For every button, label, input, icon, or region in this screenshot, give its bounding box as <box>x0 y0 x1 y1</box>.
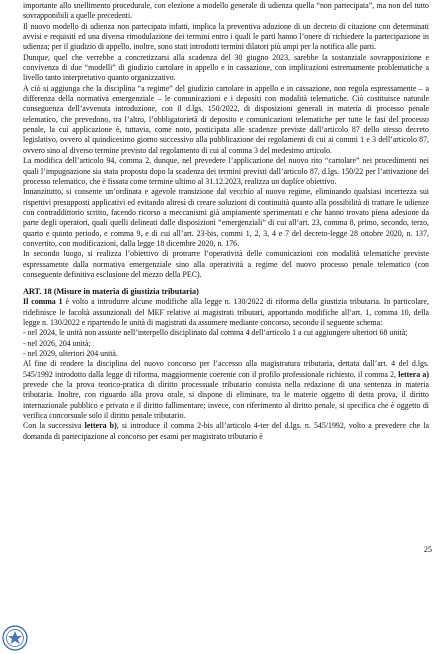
art18-p3-text-b: , si introduce il comma 2-bis all’articolo 4-ter del d.lgs. n. 545/1992, volto a prevedere che la domanda di partecipazione al concorso per esami per magistrato tributario è <box>23 421 430 441</box>
paragraph-5: La modifica dell’articolo 94, comma 2, dunque, nel prevedere l’applicazione del nuovo rito “cartolare” nei procedimenti nei quali l’impugnazione sia stata proposta dopo la scadenza dei termini previsti dall’articolo 87, d.lgs. 150/22 per l’attivazione del processo telematico, che è fissata come termine ultimo al 31.12.2023, realizza un duplice obiettivo. <box>23 156 429 186</box>
art18-p2-text-b: prevede che la prova teorico-pratica di diritto processuale tributario consista nella redazione di una sentenza in materia tributaria. Inoltre, con riguardo alla prova orale, si dispone di eliminare, tra le materie oggetto di detta prova, il diritto internazionale pubblico e privato e il diritto fallimentare; invece, con riferimento al diritto penale, si specifica che è oggetto di verifica concorsuale solo il diritto penale tributario. <box>23 380 429 421</box>
paragraph-2: Il nuovo modello di udienza non partecipata infatti, implica la preventiva adozione di un decreto di citazione con determinati avvisi e requisiti ed una diversa rimodulazione dei termini entro i quali le parti hanno l’onere di richiedere la partecipazione in udienza; per il giudizio di appello, inoltre, sono stati introdotti termini dilatori più ampi per la notifica alle parti. <box>23 21 429 52</box>
art18-p3-bold: lettera b) <box>84 421 117 431</box>
art18-intro <box>23 297 429 328</box>
paragraph-7: In secondo luogo, si realizza l’obiettivo di protrarre l’operatività delle comunicazioni con modalità telematiche previste espressamente dalla normativa emergenziale sino alla operatività a regime del nuovo processo penale telematico (con conseguente definitiva esclusione del mezzo della PEC). <box>23 249 429 279</box>
art18-paragraph-2 <box>23 359 429 421</box>
page-number: 25 <box>424 545 432 554</box>
art18-paragraph-3 <box>23 421 429 442</box>
art18-intro-text: è volto a introdurre alcune modifiche alla legge n. 130/2022 di riforma della giustizia tributaria. In particolare, ridefinisce le facoltà assunzionali del MEF relative ai magistrati tributari, apportando modifiche all’art. 1, comma 10, della legge n. 130/2022 e ripartendo le unità di magistrati da assumere mediante concorso, secondo il seguente schema: <box>23 297 429 327</box>
art18-p2-bold: lettera a) <box>398 369 429 379</box>
list-item: - nel 2024, le unità non assunte nell’interpello disciplinato dal comma 4 dell’articolo 1 a cui aggiungere ulteriori 68 unità; <box>23 328 408 338</box>
art18-intro-bold: Il comma 1 <box>23 297 63 307</box>
document-page <box>23 1 429 442</box>
section-heading-art-18: ART. 18 (Misure in materia di giustizia tributaria) <box>23 287 199 297</box>
art18-list <box>23 328 429 359</box>
list-item: - nel 2026, 204 unità; <box>23 338 91 348</box>
paragraph-1: importante allo snellimento procedurale, con elezione a modello generale di udienza quella “non partecipata”, ma non del tutto sovrapponibili a quelle precedenti. <box>23 1 429 21</box>
paragraph-3: Dunque, quel che verrebbe a concretizzarsi alla scadenza del 30 giugno 2023, sarebbe la sostanziale sovrapposizione e convivenza di due “modelli” di giudizio cartolare in appello e in cassazione, con implicazioni estremamente problematiche a livello tanto interpretativo quanto organizzativo. <box>23 52 429 83</box>
ministry-seal-icon <box>2 625 28 651</box>
art18-p2-text-a: Al fine di rendere la disciplina del nuovo concorso per l’accesso alla magistratura tributaria, dettata dall’art. 4 del d.lgs. 545/1992 introdotto dalla legge di riforma, maggiormente coerente con il profilo professionale richiesto, il comma 2, <box>23 359 429 379</box>
paragraph-6: Innanzitutto, si consente un’ordinata e agevole transizione dal vecchio al nuovo regime, eliminando qualsiasi incertezza sui rispettivi presupposti applicativi ed evitando altresì di creare soluzioni di continuità quanto alla possibilità di trattare le udienze con contraddittorio scritto, facendo ricorso a meccanismi già ampiamente sperimentati e che hanno trovato piena adesione da parte degli operatori, quali quelli delineati dalle disposizioni “emergenziali” di cui all’art. 23, comma 8, primo, secondo, terzo, quarto e quinto periodo, e comma 9, e di cui all’art. 23-bis, commi 1, 2, 3, 4 e 7 del decreto-legge 28 ottobre 2020, n. 137, convertito, con modificazioni, dalla legge 18 dicembre 2020, n. 176. <box>23 187 429 248</box>
list-item: - nel 2029, ulteriori 204 unità. <box>23 349 118 358</box>
paragraph-4: A ciò si aggiunga che la disciplina “a regime” del giudizio cartolare in appello e in cassazione, non regola espressamente – a differenza della normativa emergenziale – le comunicazioni e i depositi con modalità telematiche. Ciò costituisce naturale conseguenza dell’avvenuta introduzione, con il d.lgs. 150/2022, di disposizioni generali in materia di processo penale telematico, che prevedono, tra l’altro, l’obbligatorietà di deposito e comunicazioni telematiche per tutte le fasi del processo penale, la cui applicazione è, tuttavia, come noto, posticipata alle scadenze previste dall’articolo 87 dello stesso decreto legislativo, ovvero al quindicesimo giorno successivo alla pubblicazione dei regolamenti di cui ai commi 1 e 3 dell’articolo 87, ovvero sino al diverso termine previsto dal regolamento di cui al comma 3 del medesimo articolo. <box>23 83 429 155</box>
art18-p3-text-a: Con la successiva <box>23 421 85 431</box>
